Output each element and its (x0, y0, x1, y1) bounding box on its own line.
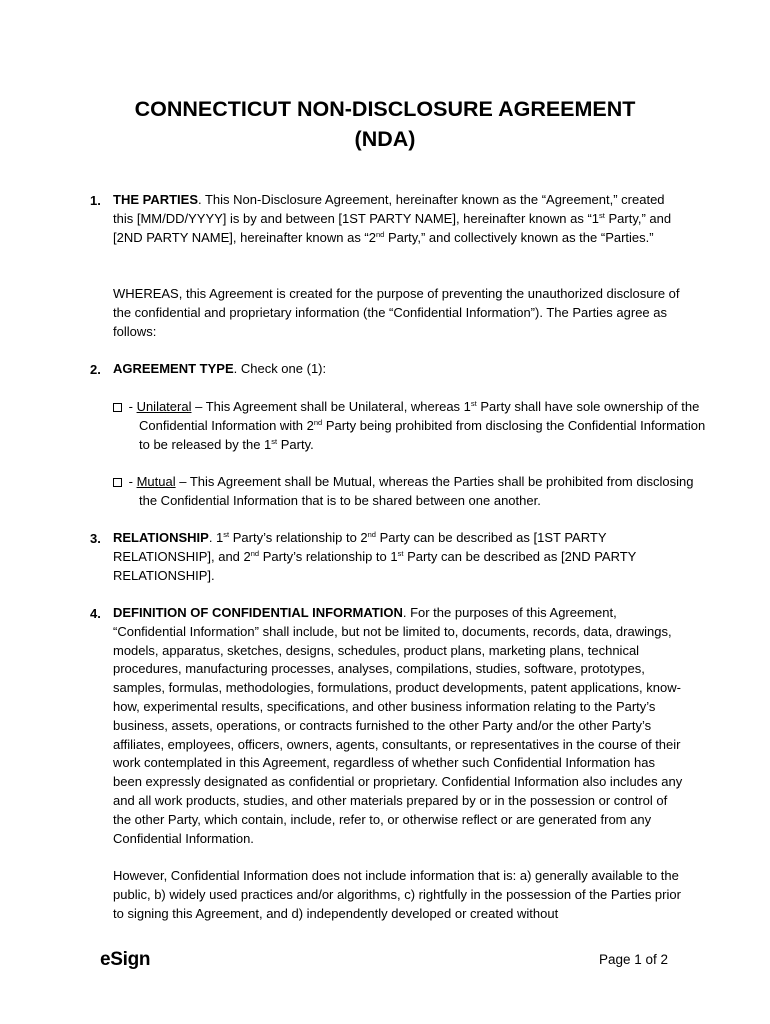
unilateral-text-b: Party shall have sole ownership of the Confidential Information with 2 (139, 399, 700, 433)
section-3-text-c: Party can be described as [1ST PARTY RELATIONSHIP], and 2 (113, 530, 607, 564)
document-title-line-1: CONNECTICUT NON-DISCLOSURE AGREEMENT (134, 97, 636, 121)
section-1-parties (113, 191, 683, 247)
unilateral-text-c: Party being prohibited from disclosing the Confidential Information to be released by the 1 (139, 417, 706, 452)
esign-logo: eSign (100, 949, 151, 970)
unilateral-option (113, 398, 709, 454)
section-3-text-a: . 1 (208, 530, 224, 545)
section-4-text: . For the purposes of this Agreement, “Confidential Information” shall include, but not be limited to, documents, records, data, drawings, models, apparatus, sketches, designs, schedules, product plans, marketing plans, technical procedures, manufacturing processes, analyses, compilations, studies, software, prototypes, samples, formulas, methodologies, formulations, product developments, patent applications, know-how, experimental results, specifications, and other business information relating to the Party’s business, assets, operations, or contracts furnished to the other Party and/or the other Party’s affiliates, employees, officers, owners, agents, consultants, or representatives in the course of their work contemplated in this Agreement, regardless of whether such Confidential Information has been expressly designated as confidential or proprietary. Confidential Information also includes any and all work products, studies, and other materials prepared by or in the possession or control of the other Party, which contain, include, refer to, or otherwise reflect or are generated from any Confidential Information. (113, 605, 683, 846)
mutual-text: – This Agreement shall be Mutual, whereas the Parties shall be prohibited from disclosing the Confidential Information that is to be shared between one another. (139, 474, 694, 508)
option-dash: - (125, 399, 137, 414)
unilateral-label: Unilateral (136, 399, 192, 414)
ordinal-suffix: st (470, 399, 477, 408)
section-2-agreement-type (113, 360, 683, 379)
ordinal-suffix: st (223, 530, 230, 539)
section-4-heading: DEFINITION OF CONFIDENTIAL INFORMATION (113, 605, 403, 620)
mutual-label: Mutual (136, 474, 176, 489)
section-3-text-d: Party’s relationship to 1 (259, 548, 398, 564)
section-2-text: . Check one (1): (233, 361, 327, 376)
page-number: Page 1 of 2 (598, 952, 668, 967)
section-3-number: 3. (90, 531, 101, 546)
document-title-line-2: (NDA) (354, 127, 416, 151)
ordinal-suffix: st (599, 210, 605, 220)
ordinal-suffix: nd (367, 530, 376, 539)
section-3-relationship (113, 529, 683, 585)
section-3-text-e: Party can be described as [2ND PARTY RELATIONSHIP]. (113, 548, 637, 583)
section-1-number: 1. (90, 193, 101, 208)
option-dash: - (125, 474, 137, 489)
mutual-option (113, 473, 709, 511)
unilateral-text-a: – This Agreement shall be Unilateral, whereas 1 (191, 399, 471, 414)
section-1-heading: THE PARTIES (113, 192, 198, 207)
section-2-number: 2. (90, 362, 101, 377)
section-4-however: However, Confidential Information does not include information that is: a) generally available to the public, b) widely used practices and/or algorithms, c) rightfully in the possession of the Parties prior to signing this Agreement, and d) independently developed or created without (113, 868, 681, 921)
section-2-heading: AGREEMENT TYPE (113, 361, 234, 376)
section-4-number: 4. (90, 606, 101, 621)
section-3-heading: RELATIONSHIP (113, 530, 209, 545)
section-1-whereas: WHEREAS, this Agreement is created for the purpose of preventing the unauthorized disclosure of the confidential and proprietary information (the “Confidential Information”). The Parties agree as follows: (113, 286, 680, 339)
unilateral-checkbox[interactable] (113, 403, 122, 412)
ordinal-suffix: nd (250, 548, 260, 558)
section-1-text-b: Party,” and [2ND PARTY NAME], hereinafter known as “2 (113, 210, 672, 245)
mutual-checkbox[interactable] (113, 478, 122, 487)
ordinal-suffix: st (271, 436, 278, 446)
section-1-text-a: . This Non-Disclosure Agreement, hereinafter known as the “Agreement,” created this [MM/DD/YYYY] is by and between [1ST PARTY NAME], hereinafter known as “1 (113, 192, 665, 226)
section-1-text-c: Party,” and collectively known as the “Parties.” (384, 229, 654, 245)
section-4-definition (113, 604, 683, 848)
section-3-text-b: Party’s relationship to 2 (229, 530, 368, 545)
unilateral-text-d: Party. (277, 436, 314, 452)
ordinal-suffix: nd (313, 417, 323, 427)
ordinal-suffix: nd (376, 229, 385, 239)
ordinal-suffix: st (397, 548, 404, 558)
